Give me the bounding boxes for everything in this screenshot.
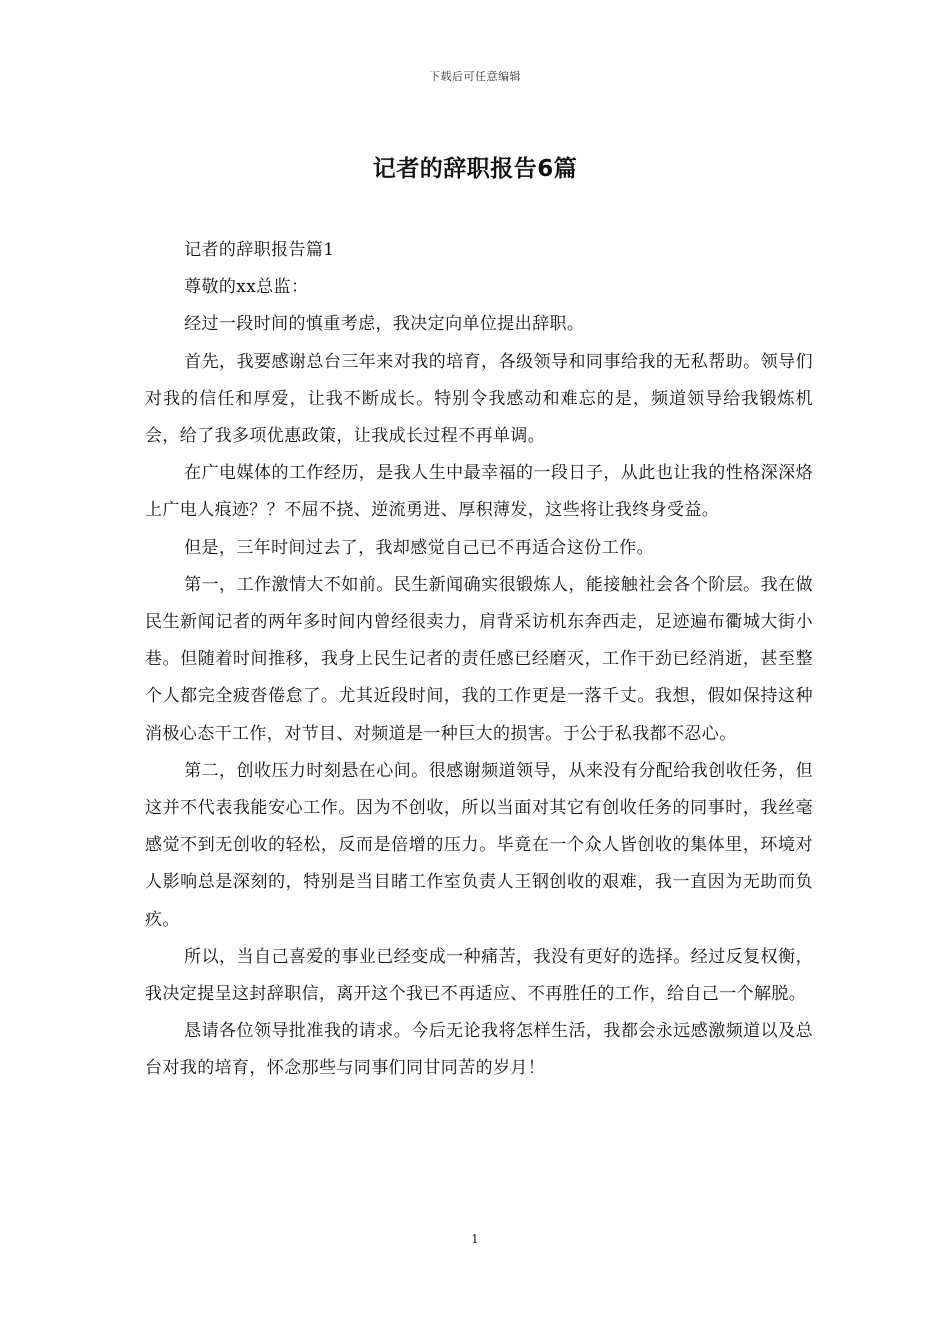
body-paragraph: 首先，我要感谢总台三年来对我的培育，各级领导和同事给我的无私帮助。领导们对我的信任和厚爱，让我不断成长。特别令我感动和难忘的是，频道领导给我锻炼机会，给了我多项优惠政策，让我成长过程不再单调。 [145,351,813,447]
body-paragraph: 经过一段时间的慎重考虑，我决定向单位提出辞职。 [184,314,585,335]
body-paragraph: 第二，创收压力时刻悬在心间。很感谢频道领导，从来没有分配给我创收任务，但这并不代表我能安心工作。因为不创收，所以当面对其它有创收任务的同事时，我丝毫感觉不到无创收的轻松，反而是倍增的压力。毕竟在一个众人皆创收的集体里，环境对人影响总是深刻的，特别是当目睹工作室负责人王钢创收的艰难，我一直因为无助而负疚。 [145,760,813,930]
body-paragraph: 所以，当自己喜爱的事业已经变成一种痛苦，我没有更好的选择。经过反复权衡，我决定提呈这封辞职信，离开这个我已不再适应、不再胜任的工作，给自己一个解脱。 [145,946,813,1005]
header-note: 下载后可任意编辑 [429,70,521,83]
document-body [145,232,813,1088]
document-title: 记者的辞职报告6篇 [372,156,578,182]
body-paragraph: 第一，工作激情大不如前。民生新闻确实很锻炼人，能接触社会各个阶层。我在做民生新闻记者的两年多时间内曾经很卖力，肩背采访机东奔西走，足迹遍布衢城大街小巷。但随着时间推移，我身上民生记者的责任感已经磨灭，工作干劲已经消逝，甚至整个人都完全疲沓倦怠了。尤其近段时间，我的工作更是一落千丈。我想，假如保持这种消极心态干工作，对节目、对频道是一种巨大的损害。于公于私我都不忍心。 [145,574,813,744]
page-number: 1 [471,1232,479,1246]
body-paragraph: 恳请各位领导批准我的请求。今后无论我将怎样生活，我都会永远感激频道以及总台对我的培育，怀念那些与同事们同甘同苦的岁月！ [145,1021,813,1079]
body-paragraph: 在广电媒体的工作经历，是我人生中最幸福的一段日子，从此也让我的性格深深烙上广电人痕迹？？不屈不挠、逆流勇进、厚积薄发，这些将让我终身受益。 [145,463,813,521]
body-paragraph: 但是，三年时间过去了，我却感觉自己已不再适合这份工作。 [184,537,654,558]
salutation: 尊敬的xx总监： [184,277,309,298]
section-heading: 记者的辞职报告篇1 [184,240,335,260]
